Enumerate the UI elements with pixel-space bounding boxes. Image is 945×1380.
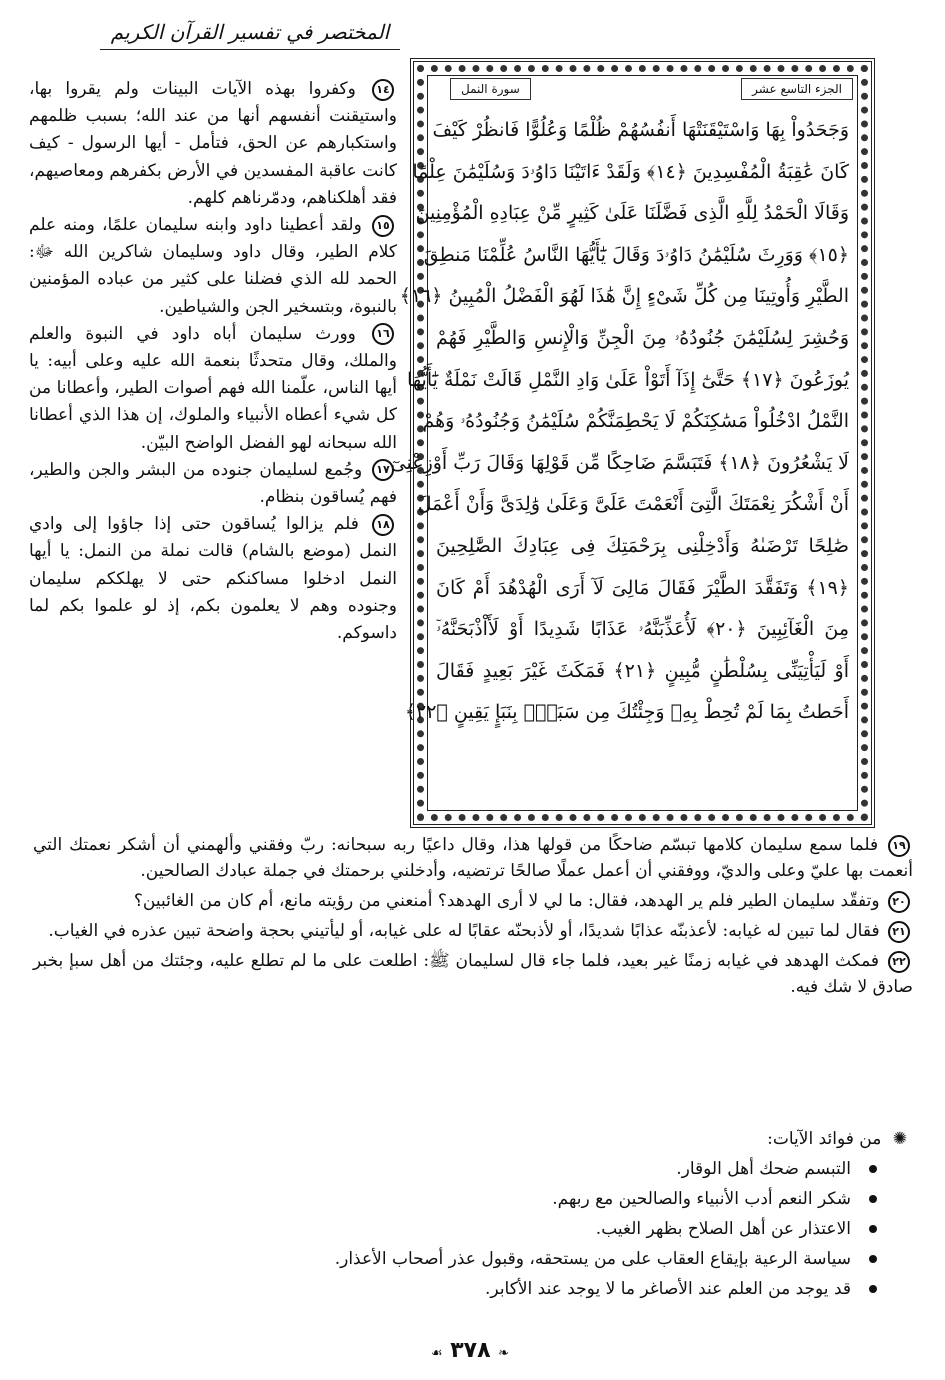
star-ornament-icon: ✺	[892, 1129, 907, 1149]
tafsir-text: وورث سليمان أباه داود في النبوة والعلم والملك، وقال متحدثًا بنعمة الله عليه وعلى أبيه: يا أيها الناس، علّمنا الله فهم أصوات الطير، وأعطانا من كل شيء أعطاه الأنبياء والملوك، إن هذا الذي أعطانا الله سبحانه لهو الفضل الواضح البيّن.	[29, 323, 397, 453]
verse-number-badge: ١٧	[372, 459, 394, 481]
tafsir-text: وجُمع لسليمان جنوده من البشر والجن والطير، فهم يُساقون بنظام.	[29, 459, 397, 508]
page-number-value: ٣٧٨	[450, 1338, 491, 1363]
quran-line: مِنَ الْغَآئِبِينَ ﴿٢٠﴾ لَأُعَذِّبَنَّهُۥ عَذَابًا شَدِيدًا أَوْ لَأَاْذْبَحَنَّهُۥٓ	[436, 618, 849, 641]
quran-line: وَحُشِرَ لِسُلَيْمَٰنَ جُنُودُهُۥ مِنَ الْجِنِّ وَالْإِنسِ وَالطَّيْرِ فَهُمْ	[436, 326, 849, 349]
tafsir-text: فلما سمع سليمان كلامها تبسّم ضاحكًا من قولها هذا، وقال داعيًا ربه سبحانه: ربّ وفقني وألهمني أن أشكر نعمتك التي أنعمت بها عليّ وعلى والديّ، ووفقني أن أعمل عملًا صالحًا ترتضيه، وأدخلني برحمتك في جملة عبادك الصالحين.	[33, 835, 913, 881]
quran-line: أَوْ لَيَأْتِيَنِّى بِسُلْطَٰنٍ مُّبِينٍ ﴿٢١﴾ فَمَكَثَ غَيْرَ بَعِيدٍ فَقَالَ	[436, 659, 849, 682]
tafsir-full-width	[33, 832, 913, 1004]
quran-line: وَقَالَا الْحَمْدُ لِلَّهِ الَّذِى فَضَّلَنَا عَلَىٰ كَثِيرٍ مِّنْ عِبَادِهِ الْمُؤْمِنِينَ	[415, 202, 849, 225]
quran-line: الطَّيْرِ وَأُوتِينَا مِن كُلِّ شَىْءٍ إِنَّ هَٰذَا لَهُوَ الْفَضْلُ الْمُبِينُ ﴿١٦﴾	[399, 285, 849, 308]
running-head-title: المختصر في تفسير القرآن الكريم	[110, 20, 390, 44]
page-number	[410, 1336, 530, 1366]
tafsir-text: فلم يزالوا يُساقون حتى إذا جاؤوا إلى وادي النمل (موضع بالشام) قالت نملة من النمل: يا أيها النمل ادخلوا مساكنكم حتى لا يهلككم سليمان وجنوده وهم لا يعلمون بكم، إذ لو علموا بكم لما داسوكم.	[29, 514, 397, 644]
benefit-text: شكر النعم أدب الأنبياء والصالحين مع ربهم.	[552, 1189, 851, 1209]
tafsir-paragraph	[29, 321, 397, 457]
quran-line: النَّمْلُ ادْخُلُواْ مَسَٰكِنَكُمْ لَا يَحْطِمَنَّكُمْ سُلَيْمَٰنُ وَجُنُودُهُۥ وَهُمْ	[422, 410, 849, 433]
tafsir-text: وكفروا بهذه الآيات البينات ولم يقروا بها، واستيقنت أنفسهم أنها من عند الله؛ بسبب ظلمهم واستكبارهم عن الحق، فتأمل - أيها الرسول - كيف كانت عاقبة المفسدين في الأرض بكفرهم ومعاصيهم، فقد أهلكناهم، ودمّرناهم كلهم.	[29, 79, 397, 208]
verse-number-badge: ١٥	[372, 215, 394, 237]
ornament-left-icon: ❧	[498, 1346, 510, 1361]
tafsir-paragraph	[33, 832, 913, 884]
ornament-right-icon: ☙	[430, 1346, 443, 1361]
verse-number-badge: ٢٢	[888, 951, 910, 973]
benefit-item	[37, 1244, 907, 1274]
frame-header	[432, 78, 853, 102]
quran-frame	[390, 58, 875, 828]
tafsir-paragraph	[33, 948, 913, 1000]
quran-line: صَٰلِحًا تَرْضَىٰهُ وَأَدْخِلْنِى بِرَحْمَتِكَ فِى عِبَادِكَ الصَّٰلِحِينَ	[436, 534, 849, 557]
juz-label: الجزء التاسع عشر	[741, 78, 853, 100]
tafsir-text: ولقد أعطينا داود وابنه سليمان علمًا، ومنه علم كلام الطير، وقال داود وسليمان شاكرين الله ﷻ: الحمد لله الذي فضلنا على كثير من عباده المؤمنين بالنبوة، وبتسخير الجن والشياطين.	[29, 215, 397, 317]
bullet-icon	[869, 1255, 877, 1263]
benefit-item	[37, 1274, 907, 1304]
tafsir-text: وتفقّد سليمان الطير فلم ير الهدهد، فقال: ما لي لا أرى الهدهد؟ أمنعني من رؤيته مانع، أم كان من الغائبين؟	[133, 891, 880, 911]
quran-line: وَجَحَدُواْ بِهَا وَاسْتَيْقَنَتْهَا أَنفُسُهُمْ ظُلْمًا وَعُلُوًّا فَانظُرْ كَيْفَ	[432, 119, 849, 141]
quran-text	[390, 110, 849, 802]
tafsir-column	[29, 76, 397, 647]
verse-number-badge: ١٨	[372, 514, 394, 536]
benefit-item	[37, 1154, 907, 1184]
tafsir-text: فقال لما تبين له غيابه: لأعذبنّه عذابًا شديدًا، أو لأذبحنّه عقابًا له على غيابه، أو ليأتيني بحجة واضحة تبين عذره في الغياب.	[48, 921, 880, 941]
tafsir-paragraph	[29, 212, 397, 321]
benefit-text: سياسة الرعية بإيقاع العقاب على من يستحقه، وقبول عذر أصحاب الأعذار.	[334, 1249, 851, 1269]
benefit-item	[37, 1184, 907, 1214]
benefits-title: من فوائد الآيات:	[767, 1129, 882, 1149]
benefit-text: قد يوجد من العلم عند الأصاغر ما لا يوجد عند الأكابر.	[485, 1279, 851, 1299]
tafsir-paragraph	[33, 918, 913, 944]
verse-number-badge: ١٦	[372, 323, 394, 345]
verse-number-badge: ٢٠	[888, 891, 910, 913]
tafsir-paragraph	[29, 511, 397, 647]
running-head	[100, 14, 400, 50]
quran-line: يُوزَعُونَ ﴿١٧﴾ حَتَّىٰٓ إِذَآ أَتَوْاْ عَلَىٰ وَادِ النَّمْلِ قَالَتْ نَمْلَةٌ يَٰٓأَيُّهَا	[407, 368, 849, 391]
surah-label: سورة النمل	[450, 78, 531, 100]
quran-line: لَا يَشْعُرُونَ ﴿١٨﴾ فَتَبَسَّمَ ضَاحِكًا مِّن قَوْلِهَا وَقَالَ رَبِّ أَوْزِعْنِىٓ	[390, 451, 849, 474]
benefits-heading	[37, 1126, 907, 1154]
bullet-icon	[869, 1285, 877, 1293]
benefit-item	[37, 1214, 907, 1244]
tafsir-paragraph	[33, 888, 913, 914]
bullet-icon	[869, 1165, 877, 1173]
verse-number-badge: ١٩	[888, 835, 910, 857]
quran-line: أَحَطتُ بِمَا لَمْ تُحِطْ بِهِۦ وَجِئْتُكَ مِن سَبَإٍۭ بِنَبَإٍ يَقِينٍ ﴿٢٢﴾	[404, 701, 849, 724]
quran-line: أَنْ أَشْكُرَ نِعْمَتَكَ الَّتِىٓ أَنْعَمْتَ عَلَىَّ وَعَلَىٰ وَٰلِدَىَّ وَأَنْ أَعْمَلَ	[417, 493, 849, 516]
benefit-text: الاعتذار عن أهل الصلاح بظهر الغيب.	[595, 1219, 851, 1239]
bullet-icon	[869, 1225, 877, 1233]
benefits-section	[37, 1126, 907, 1304]
verse-number-badge: ١٤	[372, 79, 394, 101]
quran-line: ﴿١٥﴾ وَوَرِثَ سُلَيْمَٰنُ دَاوُۥدَ وَقَالَ يَٰٓأَيُّهَا النَّاسُ عُلِّمْنَا مَنطِقَ	[423, 243, 849, 266]
bullet-icon	[869, 1195, 877, 1203]
quran-line: ﴿١٩﴾ وَتَفَقَّدَ الطَّيْرَ فَقَالَ مَالِىَ لَآ أَرَى الْهُدْهُدَ أَمْ كَانَ	[436, 576, 849, 599]
tafsir-text: فمكث الهدهد في غيابه زمنًا غير بعيد، فلما جاء قال لسليمان ﷺ: اطلعت على ما لم تطلع عليه، وجئتك من أهل سبإ بخبر صادق لا شك فيه.	[33, 951, 913, 997]
tafsir-paragraph	[29, 457, 397, 511]
tafsir-paragraph	[29, 76, 397, 212]
quran-line: كَانَ عَٰقِبَةُ الْمُفْسِدِينَ ﴿١٤﴾ وَلَقَدْ ءَاتَيْنَا دَاوُۥدَ وَسُلَيْمَٰنَ عِلْمًا	[412, 160, 849, 183]
benefit-text: التبسم ضحك أهل الوقار.	[676, 1159, 851, 1179]
verse-number-badge: ٢١	[888, 921, 910, 943]
